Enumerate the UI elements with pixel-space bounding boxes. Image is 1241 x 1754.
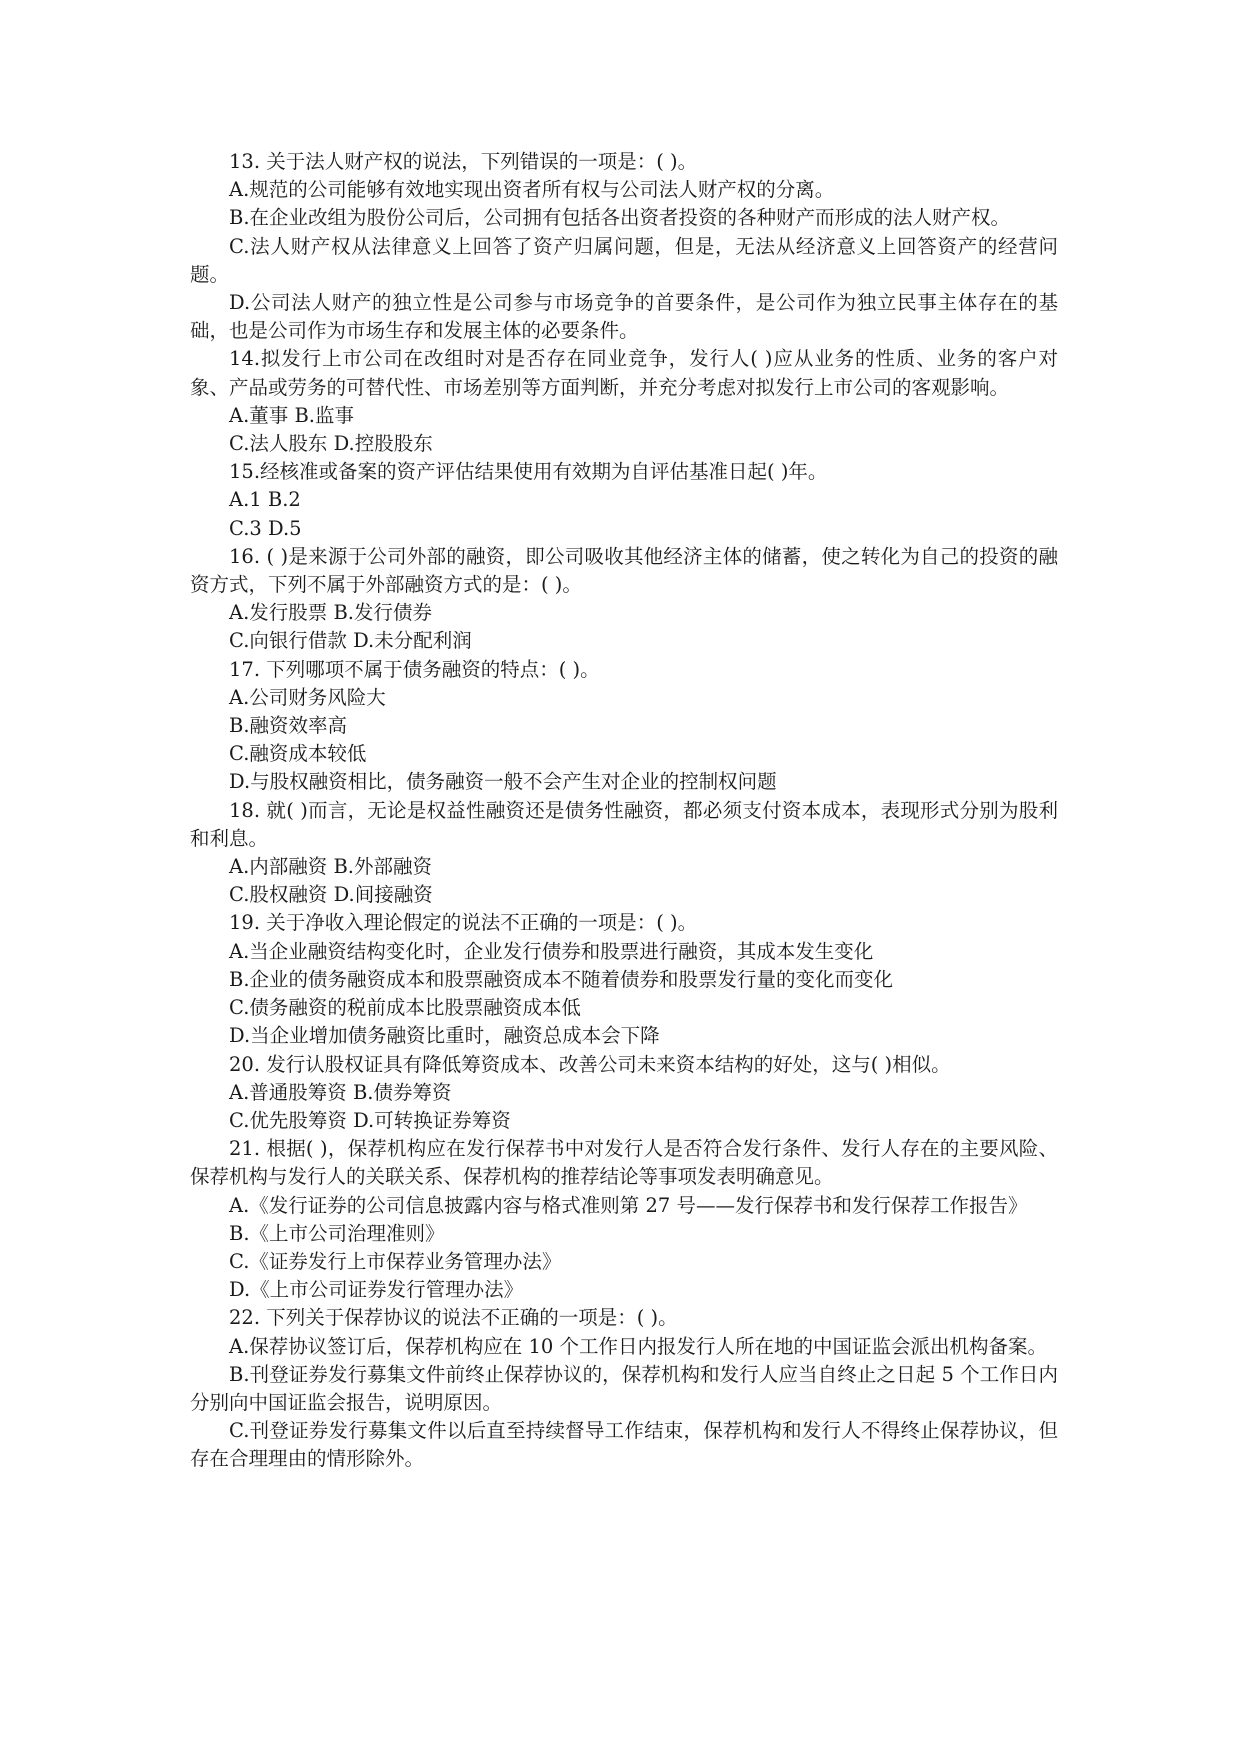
question-15-options-cd: C.3 D.5 (229, 516, 302, 540)
question-18-options-ab: A.内部融资 B.外部融资 (229, 855, 433, 879)
question-19-stem: 19. 关于净收入理论假定的说法不正确的一项是：( )。 (229, 911, 698, 935)
question-17-option-c: C.融资成本较低 (229, 742, 367, 766)
question-15-options-ab: A.1 B.2 (229, 488, 301, 512)
question-17-option-b: B.融资效率高 (229, 714, 348, 738)
question-22-option-b: B.刊登证券发行募集文件前终止保荐协议的，保荐机构和发行人应当自终止之日起 5 个工作日内分别向中国证监会报告，说明原因。 (190, 1362, 1058, 1414)
question-22-option-a: A.保荐协议签订后，保荐机构应在 10 个工作日内报发行人所在地的中国证监会派出机构备案。 (229, 1334, 1047, 1358)
question-13-stem: 13. 关于法人财产权的说法，下列错误的一项是：( )。 (229, 150, 698, 173)
question-16-options-cd: C.向银行借款 D.未分配利润 (229, 629, 472, 653)
question-22-stem: 22. 下列关于保荐协议的说法不正确的一项是：( )。 (229, 1306, 678, 1330)
question-13-option-d: D.公司法人财产的独立性是公司参与市场竞争的首要条件，是公司作为独立民事主体存在的基础，也是公司作为市场生存和发展主体的必要条件。 (190, 291, 1058, 343)
question-21-option-b: B.《上市公司治理准则》 (229, 1221, 445, 1245)
question-17-stem: 17. 下列哪项不属于债务融资的特点：( )。 (229, 657, 600, 681)
question-22-option-c: C.刊登证券发行募集文件以后直至持续督导工作结束，保荐机构和发行人不得终止保荐协议，但存在合理理由的情形除外。 (190, 1419, 1058, 1471)
question-18-options-cd: C.股权融资 D.间接融资 (229, 883, 433, 907)
question-21-option-a: A.《发行证券的公司信息披露内容与格式准则第 27 号——发行保荐书和发行保荐工作报告》 (229, 1193, 1028, 1217)
question-21-option-d: D.《上市公司证券发行管理办法》 (229, 1278, 524, 1302)
question-13-option-b: B.在企业改组为股份公司后，公司拥有包括各出资者投资的各种财产而形成的法人财产权。 (229, 206, 1011, 230)
question-21-option-c: C.《证券发行上市保荐业务管理办法》 (229, 1249, 562, 1273)
question-17-option-a: A.公司财务风险大 (229, 685, 386, 709)
question-20-options-ab: A.普通股筹资 B.债券筹资 (229, 1080, 452, 1104)
question-20-options-cd: C.优先股筹资 D.可转换证券筹资 (229, 1108, 511, 1132)
question-18-stem: 18. 就( )而言，无论是权益性融资还是债务性融资，都必须支付资本成本，表现形式分别为股利和利息。 (190, 798, 1058, 850)
question-16-options-ab: A.发行股票 B.发行债券 (229, 601, 433, 625)
question-14-stem: 14.拟发行上市公司在改组时对是否存在同业竞争，发行人( )应从业务的性质、业务的客户对象、产品或劳务的可替代性、市场差别等方面判断，并充分考虑对拟发行上市公司的客观影响。 (190, 347, 1058, 399)
question-21-stem: 21. 根据( )，保荐机构应在发行保荐书中对发行人是否符合发行条件、发行人存在的主要风险、保荐机构与发行人的关联关系、保荐机构的推荐结论等事项发表明确意见。 (190, 1137, 1058, 1189)
question-19-option-c: C.债务融资的税前成本比股票融资成本低 (229, 996, 581, 1020)
question-20-stem: 20. 发行认股权证具有降低筹资成本、改善公司未来资本结构的好处，这与( )相似。 (229, 1052, 951, 1076)
question-17-option-d: D.与股权融资相比，债务融资一般不会产生对企业的控制权问题 (229, 770, 777, 794)
question-19-option-b: B.企业的债务融资成本和股票融资成本不随着债券和股票发行量的变化而变化 (229, 967, 894, 991)
document-page (190, 148, 1058, 1474)
question-15-stem: 15.经核准或备案的资产评估结果使用有效期为自评估基准日起( )年。 (229, 460, 828, 484)
question-13-option-a: A.规范的公司能够有效地实现出资者所有权与公司法人财产权的分离。 (229, 178, 835, 202)
question-19-option-d: D.当企业增加债务融资比重时，融资总成本会下降 (229, 1024, 660, 1048)
question-19-option-a: A.当企业融资结构变化时，企业发行债券和股票进行融资，其成本发生变化 (229, 939, 874, 963)
question-13-option-c: C.法人财产权从法律意义上回答了资产归属问题，但是，无法从经济意义上回答资产的经营问题。 (190, 234, 1058, 286)
question-14-options-cd: C.法人股东 D.控股股东 (229, 432, 433, 456)
question-14-options-ab: A.董事 B.监事 (229, 403, 355, 427)
question-16-stem: 16. ( )是来源于公司外部的融资，即公司吸收其他经济主体的储蓄，使之转化为自己的投资的融资方式，下列不属于外部融资方式的是：( )。 (190, 544, 1058, 597)
